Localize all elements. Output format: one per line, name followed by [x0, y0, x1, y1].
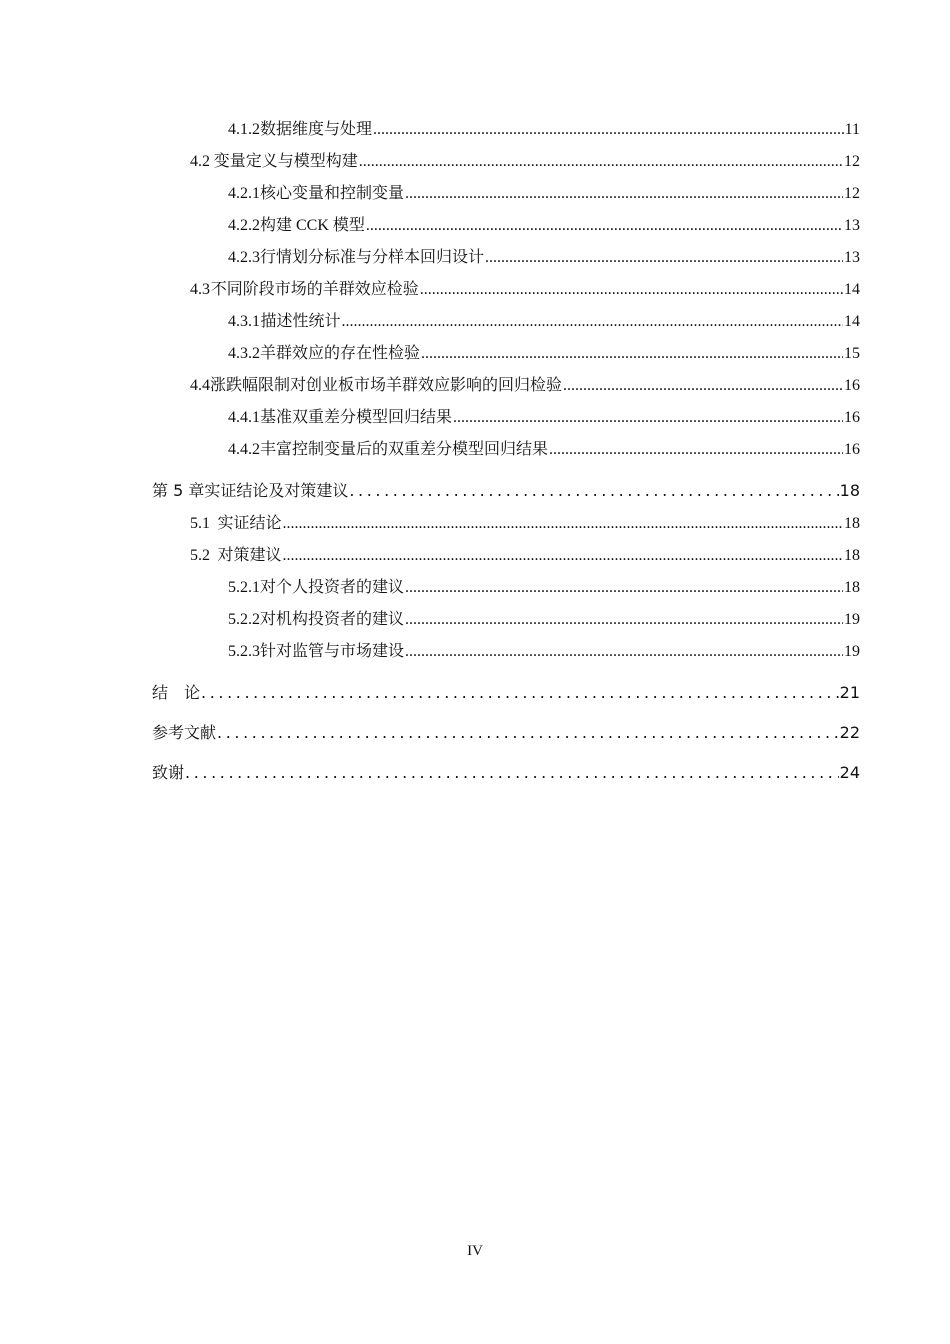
toc-entry-number: 4.2.3 — [228, 249, 260, 266]
toc-entry-page: 22 — [839, 723, 860, 742]
dot-leader — [366, 217, 843, 235]
toc-entry-page: 18 — [844, 547, 860, 564]
toc-entry[interactable] — [152, 244, 860, 276]
toc-entry-number: 5.2.1 — [228, 579, 260, 596]
toc-entry-title: 变量定义与模型构建 — [213, 153, 358, 170]
toc-entry-page: 18 — [839, 481, 860, 500]
toc-entry[interactable] — [152, 638, 860, 670]
toc-entry-page: 21 — [839, 683, 860, 702]
dot-leader — [283, 515, 843, 533]
toc-entry-page: 16 — [844, 441, 860, 458]
dot-leader — [405, 185, 843, 203]
toc-chapter-number: 第 5 章 — [152, 481, 205, 500]
toc-entry-page: 18 — [844, 515, 860, 532]
toc-entry-number: 5.2.3 — [228, 643, 260, 660]
toc-chapter-title: 致谢 — [152, 763, 185, 782]
toc-entry[interactable] — [152, 510, 860, 542]
dot-leader — [349, 481, 838, 500]
dot-leader — [405, 643, 843, 661]
toc-entry-number: 4.3.1 — [228, 313, 260, 330]
toc-entry-page: 13 — [844, 249, 860, 266]
toc-entry-title: 行情划分标准与分样本回归设计 — [260, 249, 485, 266]
toc-chapter-title: 实证结论及对策建议 — [204, 481, 349, 500]
dot-leader — [373, 121, 844, 139]
toc-entry-number: 4.1.2 — [228, 121, 260, 138]
dot-leader — [485, 249, 843, 267]
toc-entry-number: 5.2.2 — [228, 611, 260, 628]
toc-entry-title: 实证结论 — [217, 515, 282, 532]
toc-entry[interactable] — [152, 212, 860, 244]
dot-leader — [549, 441, 843, 459]
toc-entry-title: 构建 CCK 模型 — [260, 217, 365, 234]
toc-entry[interactable] — [152, 372, 860, 404]
toc-entry[interactable] — [152, 276, 860, 308]
toc-entry-number: 4.2.2 — [228, 217, 260, 234]
toc-entry[interactable] — [152, 436, 860, 468]
toc-entry-title: 羊群效应的存在性检验 — [260, 345, 421, 362]
toc-entry-number: 4.4.1 — [228, 409, 260, 426]
dot-leader — [283, 547, 843, 565]
dot-leader — [201, 683, 839, 702]
toc-entry-page: 19 — [844, 611, 860, 628]
toc-entry-title: 对机构投资者的建议 — [260, 611, 405, 628]
dot-leader — [405, 579, 843, 597]
toc-entry[interactable] — [152, 340, 860, 372]
toc-entry-page: 24 — [839, 763, 860, 782]
dot-leader — [405, 611, 843, 629]
toc-entry-page: 12 — [844, 185, 860, 202]
toc-entry-page: 14 — [844, 281, 860, 298]
toc-entry-number: 4.2.1 — [228, 185, 260, 202]
toc-entry-page: 12 — [844, 153, 860, 170]
page-number-footer: IV — [467, 1243, 483, 1259]
toc-entry-title: 涨跌幅限制对创业板市场羊群效应影响的回归检验 — [210, 377, 563, 394]
dot-leader — [217, 723, 839, 742]
toc-entry-page: 18 — [844, 579, 860, 596]
toc-entry-title: 核心变量和控制变量 — [260, 185, 405, 202]
toc-entry-number: 4.3 — [190, 281, 210, 298]
dot-leader — [185, 763, 839, 782]
toc-entry-page: 11 — [844, 121, 860, 138]
toc-entry[interactable] — [152, 404, 860, 436]
dot-leader — [359, 153, 843, 171]
toc-entry[interactable] — [152, 148, 860, 180]
table-of-contents — [152, 116, 860, 792]
toc-chapter-title: 结 论 — [152, 683, 201, 702]
toc-entry-title: 针对监管与市场建设 — [260, 643, 405, 660]
toc-entry-page: 13 — [844, 217, 860, 234]
toc-entry-title: 基准双重差分模型回归结果 — [260, 409, 453, 426]
dot-leader — [421, 345, 843, 363]
toc-entry-number: 5.2 — [190, 547, 210, 564]
toc-entry[interactable] — [152, 308, 860, 340]
toc-entry-page: 15 — [844, 345, 860, 362]
toc-entry-page: 16 — [844, 377, 860, 394]
toc-chapter-entry[interactable] — [152, 760, 860, 792]
toc-chapter-entry[interactable] — [152, 680, 860, 712]
toc-entry-number: 5.1 — [190, 515, 210, 532]
toc-entry[interactable] — [152, 116, 860, 148]
toc-entry-number: 4.3.2 — [228, 345, 260, 362]
toc-entry[interactable] — [152, 180, 860, 212]
toc-entry-number: 4.4 — [190, 377, 210, 394]
toc-entry-title: 描述性统计 — [260, 313, 341, 330]
toc-entry-page: 14 — [844, 313, 860, 330]
toc-entry-page: 19 — [844, 643, 860, 660]
toc-entry-title: 对个人投资者的建议 — [260, 579, 405, 596]
dot-leader — [563, 377, 843, 395]
dot-leader — [341, 313, 843, 331]
toc-entry-title: 丰富控制变量后的双重差分模型回归结果 — [260, 441, 549, 458]
toc-chapter-title: 参考文献 — [152, 723, 217, 742]
toc-chapter-entry[interactable] — [152, 720, 860, 752]
toc-chapter-entry[interactable] — [152, 478, 860, 510]
dot-leader — [453, 409, 843, 427]
toc-entry-title: 不同阶段市场的羊群效应检验 — [210, 281, 419, 298]
toc-entry[interactable] — [152, 542, 860, 574]
toc-entry[interactable] — [152, 574, 860, 606]
toc-entry-title: 对策建议 — [217, 547, 282, 564]
dot-leader — [420, 281, 843, 299]
toc-entry-title: 数据维度与处理 — [260, 121, 373, 138]
toc-entry-page: 16 — [844, 409, 860, 426]
toc-entry-number: 4.4.2 — [228, 441, 260, 458]
toc-entry[interactable] — [152, 606, 860, 638]
toc-entry-number: 4.2 — [190, 153, 210, 170]
